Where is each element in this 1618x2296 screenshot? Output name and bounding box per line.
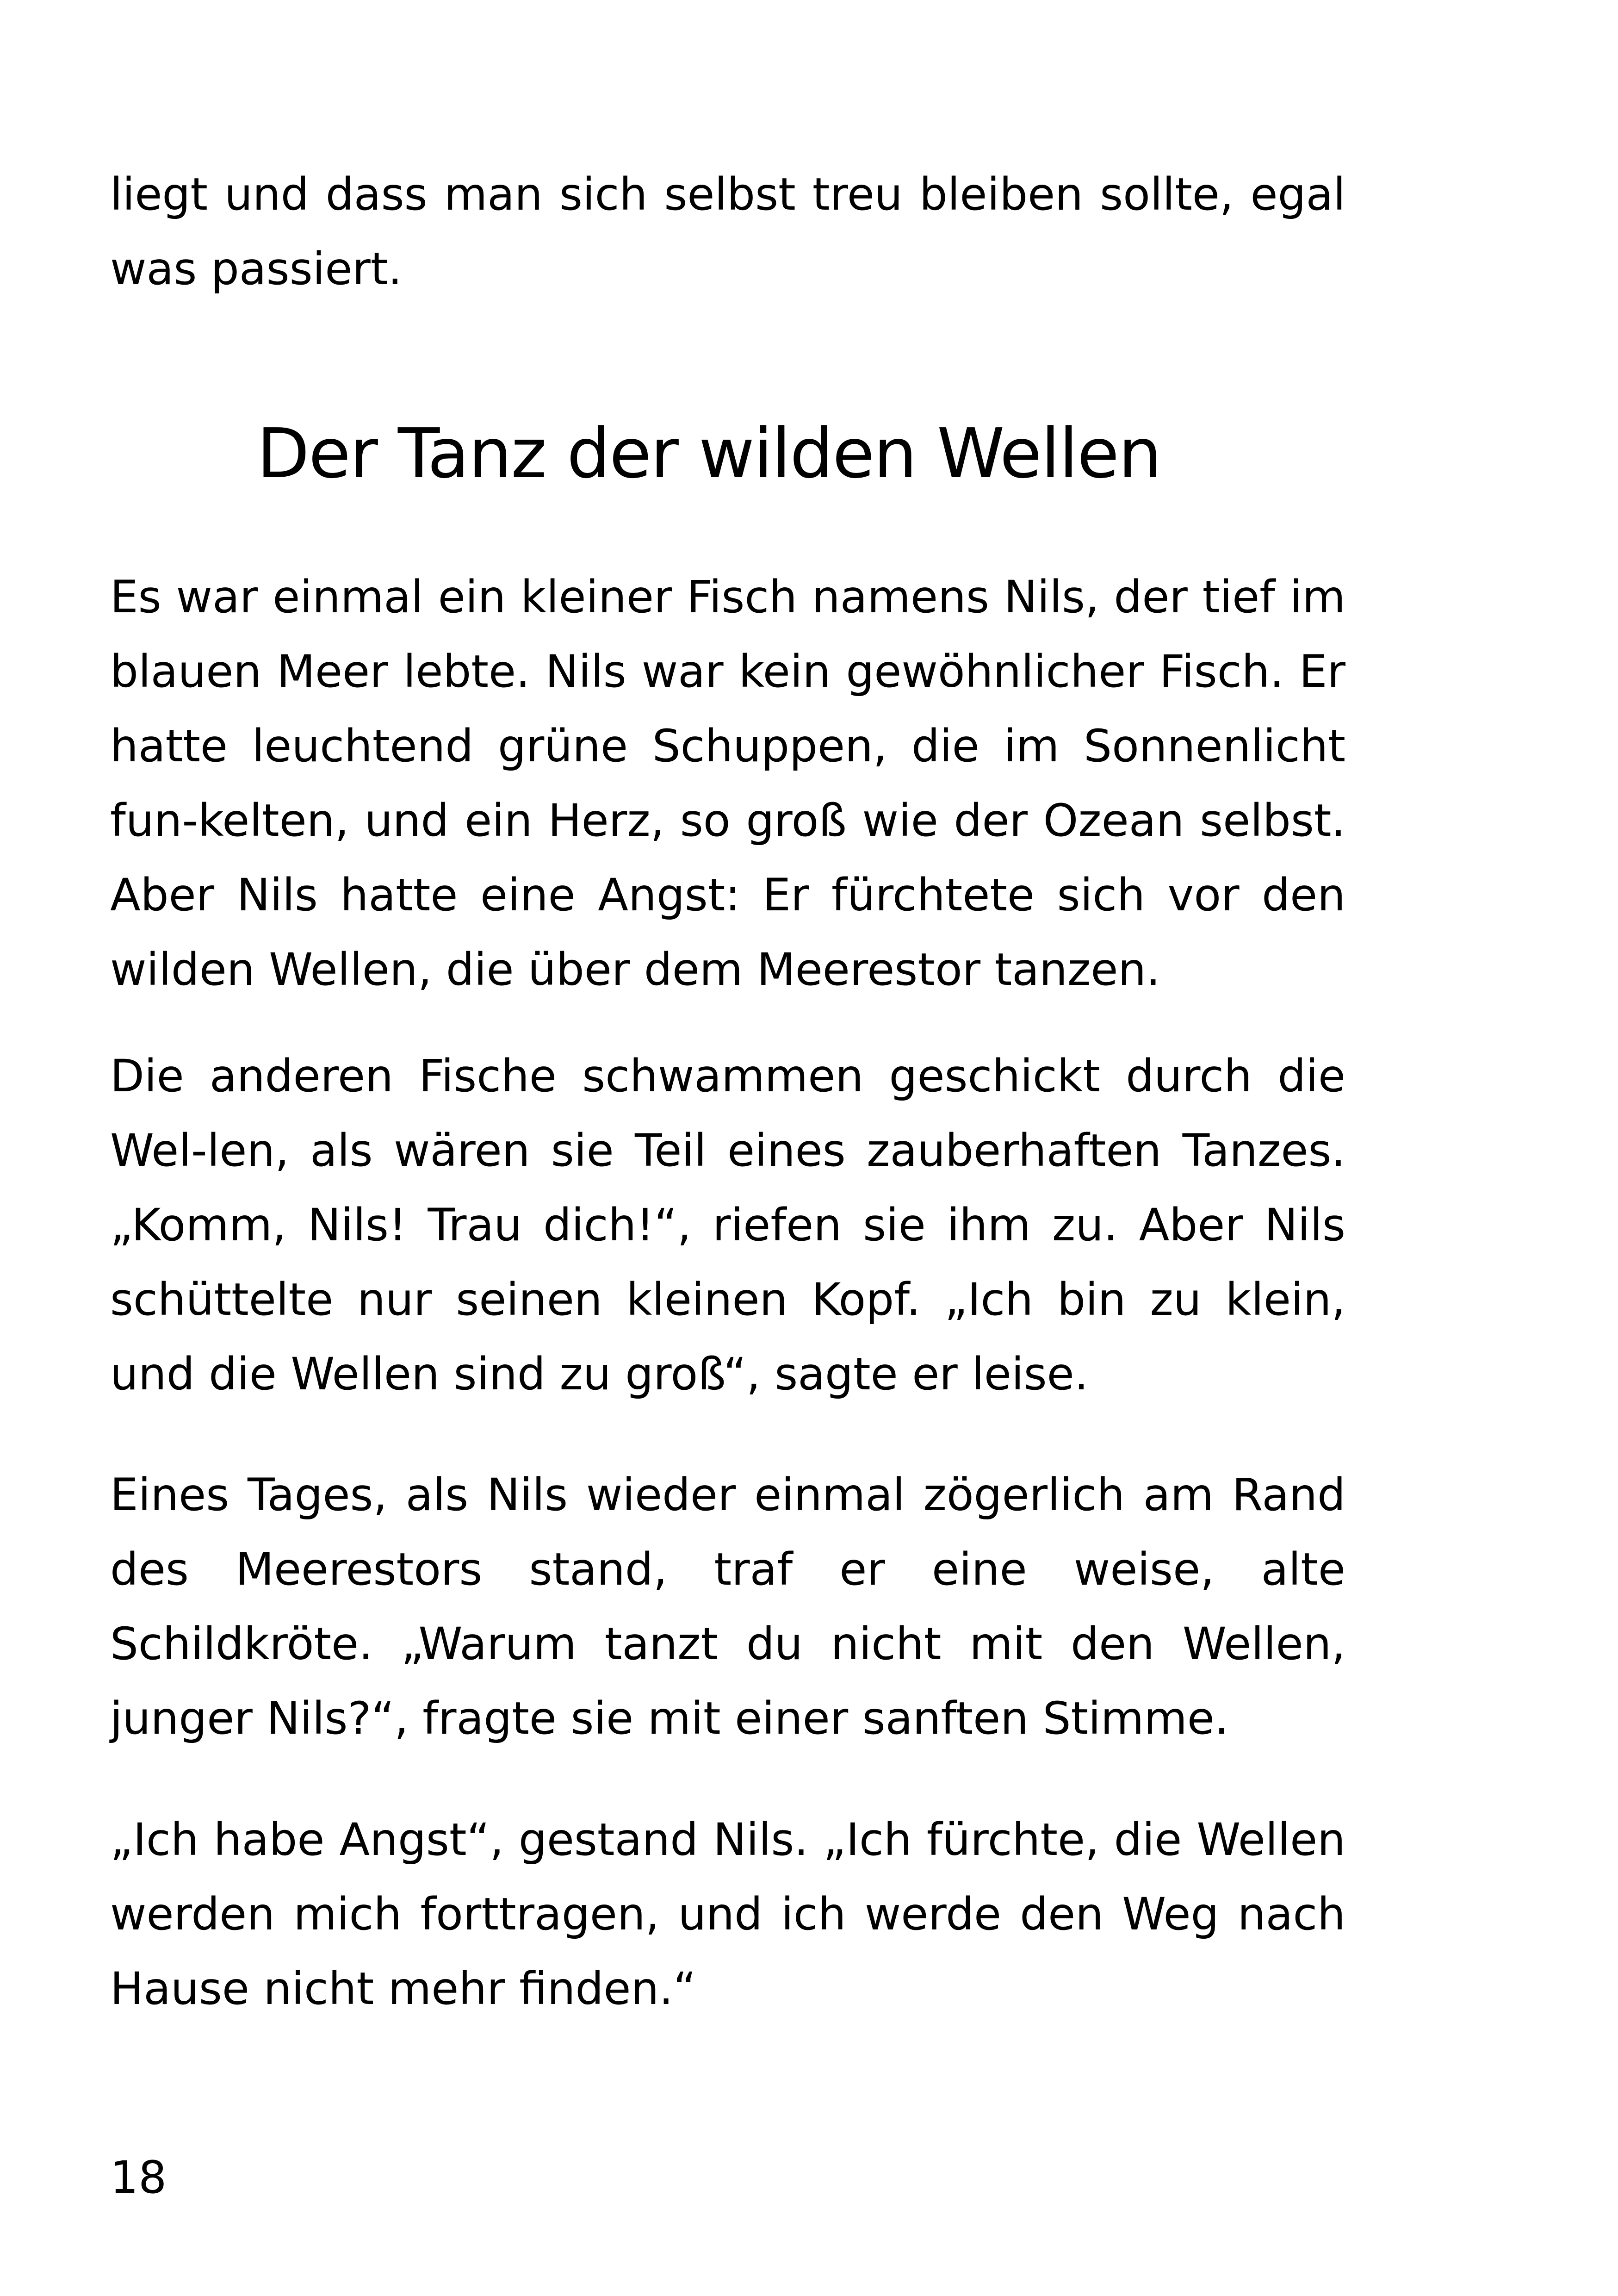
paragraph-4: „Ich habe Angst“, gestand Nils. „Ich fürchte, die Wellen werden mich forttragen, und ich werde den Weg nach Hause nicht mehr finden.“ [110, 1814, 1345, 2015]
chapter-heading: Der Tanz der wilden Wellen [257, 414, 1161, 493]
page-number: 18 [110, 2152, 167, 2203]
continuation-paragraph: liegt und dass man sich selbst treu bleiben sollte, egal was passiert. [110, 168, 1345, 295]
paragraph-3: Eines Tages, als Nils wieder einmal zögerlich am Rand des Meerestors stand, traf er eine weise, alte Schildkröte. „Warum tanzt du nicht mit den Wellen, junger Nils?“, fragte sie mit einer sanften Stimme. [110, 1469, 1345, 1744]
paragraph-1: Es war einmal ein kleiner Fisch namens Nils, der tief im blauen Meer lebte. Nils war kein gewöhnlicher Fisch. Er hatte leuchtend grüne Schuppen, die im Sonnenlicht fun-kelten, und ein Herz, so groß wie der Ozean selbst. Aber Nils hatte eine Angst: Er fürchtete sich vor den wilden Wellen, die über dem Meerestor tanzen. [110, 571, 1345, 996]
paragraph-2: Die anderen Fische schwammen geschickt durch die Wel-len, als wären sie Teil eines zauberhaften Tanzes. „Komm, Nils! Trau dich!“, riefen sie ihm zu. Aber Nils schüttelte nur seinen kleinen Kopf. „Ich bin zu klein, und die Wellen sind zu groß“, sagte er leise. [110, 1050, 1345, 1400]
